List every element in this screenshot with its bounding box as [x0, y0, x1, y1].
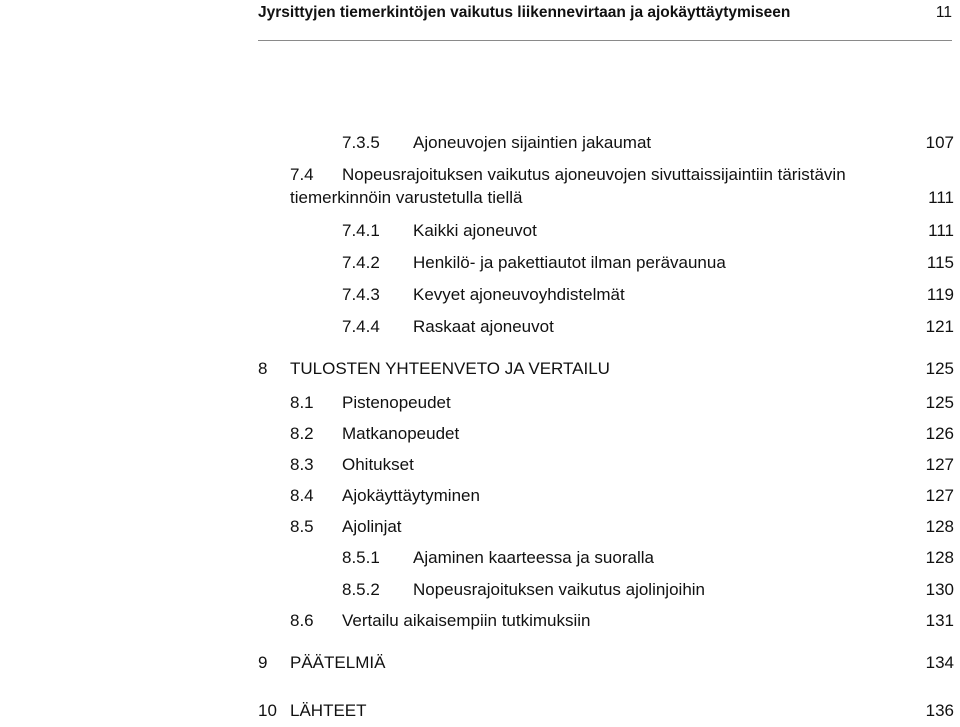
section-title: Ajaminen kaarteessa ja suoralla [413, 548, 654, 567]
section-title: Vertailu aikaisempiin tutkimuksiin [342, 611, 591, 630]
section-page: 127 [925, 486, 954, 505]
section-number: 8.5.2 [342, 580, 380, 599]
section-title: Matkanopeudet [342, 424, 460, 443]
section-title: Kevyet ajoneuvoyhdistelmät [413, 285, 625, 304]
section-page: 111 [928, 188, 954, 207]
section-number: 7.4.3 [342, 285, 380, 304]
section-page: 128 [925, 517, 954, 536]
section-number: 8.5 [290, 517, 314, 536]
section-page: 125 [925, 393, 954, 412]
section-page: 131 [925, 611, 954, 630]
section-page: 107 [925, 133, 954, 152]
chapter-number: 9 [258, 653, 268, 672]
section-number: 8.6 [290, 611, 314, 630]
toc-entry-7-4[interactable] [0, 163, 954, 209]
section-title: Pistenopeudet [342, 393, 451, 412]
chapter-page: 136 [925, 701, 954, 720]
section-number: 8.2 [290, 424, 314, 443]
section-page: 121 [925, 317, 954, 336]
section-title-continued: tiemerkinnöin varustetulla tiellä [290, 188, 523, 207]
section-title: Kaikki ajoneuvot [413, 221, 537, 240]
document-title: Jyrsittyjen tiemerkintöjen vaikutus liikennevirtaan ja ajokäyttäytymiseen [258, 4, 791, 21]
section-number: 7.4.2 [342, 253, 380, 272]
chapter-page: 134 [925, 653, 954, 672]
page-number: 11 [935, 4, 952, 21]
section-number: 7.4 [290, 165, 314, 184]
section-number: 7.3.5 [342, 133, 380, 152]
section-page: 128 [925, 548, 954, 567]
chapter-title: PÄÄTELMIÄ [290, 653, 386, 672]
section-page: 119 [926, 285, 954, 304]
section-title: Henkilö- ja pakettiautot ilman perävaunua [413, 253, 726, 272]
section-number: 8.1 [290, 393, 314, 412]
section-page: 115 [926, 253, 954, 272]
section-title: Raskaat ajoneuvot [413, 317, 554, 336]
chapter-page: 125 [925, 359, 954, 378]
chapter-title: TULOSTEN YHTEENVETO JA VERTAILU [290, 359, 610, 378]
section-title: Ajokäyttäytyminen [342, 486, 480, 505]
section-number: 7.4.4 [342, 317, 380, 336]
section-number: 8.5.1 [342, 548, 380, 567]
section-page: 126 [925, 424, 954, 443]
section-page: 127 [925, 455, 954, 474]
section-page: 111 [928, 221, 954, 240]
section-page: 130 [925, 580, 954, 599]
section-number: 7.4.1 [342, 221, 380, 240]
section-number: 8.4 [290, 486, 314, 505]
section-title: Ohitukset [342, 455, 414, 474]
section-number: 8.3 [290, 455, 314, 474]
section-title: Nopeusrajoituksen vaikutus ajoneuvojen sivuttaissijaintiin täristävin [342, 165, 846, 184]
section-title: Nopeusrajoituksen vaikutus ajolinjoihin [413, 580, 706, 599]
chapter-number: 10 [258, 701, 277, 720]
chapter-number: 8 [258, 359, 268, 378]
chapter-title: LÄHTEET [290, 701, 367, 720]
section-title: Ajoneuvojen sijaintien jakaumat [413, 133, 652, 152]
section-title: Ajolinjat [342, 517, 402, 536]
